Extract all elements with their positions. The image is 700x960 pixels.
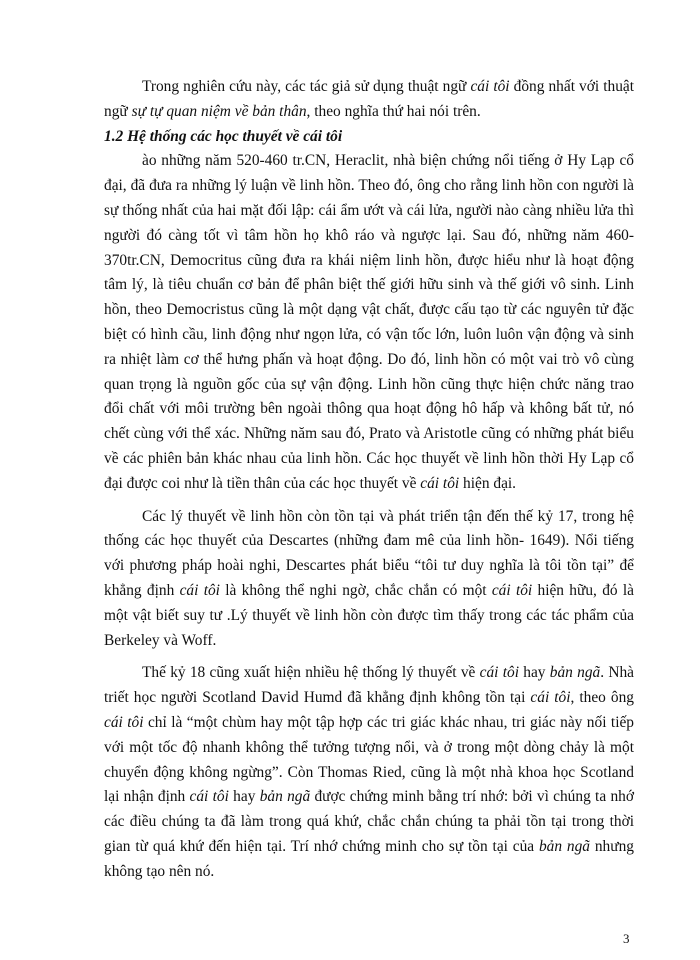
page-number: 3 (623, 931, 630, 946)
page-body (104, 75, 634, 885)
section-heading: 1.2 Hệ thống các học thuyết về cái tôi (104, 127, 343, 145)
paragraph-definition: Trong nghiên cứu này, các tác giả sử dụng thuật ngữ cái tôi đồng nhất với thuật ngữ sự tự quan niệm về bản thân, theo nghĩa thứ hai nói trên. (104, 78, 634, 120)
paragraph-ancient-greece: ào những năm 520-460 tr.CN, Heraclit, nhà biện chứng nổi tiếng ở Hy Lạp cổ đại, đã đưa ra những lý luận về linh hồn. Theo đó, ông cho rằng linh hồn con người là sự thống nhất của hai mặt đối lập: cái ẩm ướt và cái lửa, người nào càng nhiều lửa thì người đó càng tốt vì tâm hồn họ khô ráo và ngược lại. Sau đó, những năm 460-370tr.CN, Democritus cũng đưa ra khái niệm linh hồn, được hiểu như là hoạt động tâm lý, là tiêu chuẩn cơ bản để phân biệt thế giới hữu sinh và thế giới vô sinh. Linh hồn, theo Democristus cũng là một dạng vật chất, được cấu tạo từ các nguyên tử đặc biệt có hình cầu, linh động như ngọn lửa, có vận tốc lớn, luôn luôn vận động và sinh ra nhiệt làm cơ thể hưng phấn và hoạt động. Do đó, linh hồn có một vai trò vô cùng quan trọng là nguồn gốc của sự vận động. Linh hồn cũng thực hiện chức năng trao đổi chất với môi trường bên ngoài thông qua hoạt động hô hấp và không bất tử, nó chết cùng với thể xác. Những năm sau đó, Prato và Aristotle cũng có những phát biểu về các phiên bản khác nhau của linh hồn. Các học thuyết về linh hồn thời Hy Lạp cổ đại được coi như là tiền thân của các học thuyết về cái tôi hiện đại. (104, 152, 634, 492)
paragraph-18th-century: Thế kỷ 18 cũng xuất hiện nhiều hệ thống lý thuyết về cái tôi hay bản ngã. Nhà triết học người Scotland David Humd đã khẳng định không tồn tại cái tôi, theo ông cái tôi chỉ là “một chùm hay một tập hợp các tri giác khác nhau, tri giác này nối tiếp với một tốc độ nhanh không thể tưởng tượng nổi, và ở trong một dòng chảy là một chuyển động không ngừng”. Còn Thomas Ried, cũng là một nhà khoa học Scotland lại nhận định cái tôi hay bản ngã được chứng minh bằng trí nhớ: bởi vì chúng ta nhớ các điều chúng ta đã làm trong quá khứ, chắc chắn chúng ta phải tồn tại trong thời gian từ quá khứ đến hiện tại. Trí nhớ chứng minh cho sự tồn tại của bản ngã nhưng không tạo nên nó. (104, 664, 634, 880)
paragraph-descartes: Các lý thuyết về linh hồn còn tồn tại và phát triển tận đến thế kỷ 17, trong hệ thống các học thuyết của Descartes (những đam mê của linh hồn- 1649). Nổi tiếng với phương pháp hoài nghi, Descartes phát biểu “tôi tư duy nghĩa là tôi tồn tại” để khẳng định cái tôi là không thể nghi ngờ, chắc chắn có một cái tôi hiện hữu, đó là một vật biết suy tư .Lý thuyết về linh hồn còn được tìm thấy trong các tác phẩm của Berkeley và Woff. (104, 507, 634, 649)
